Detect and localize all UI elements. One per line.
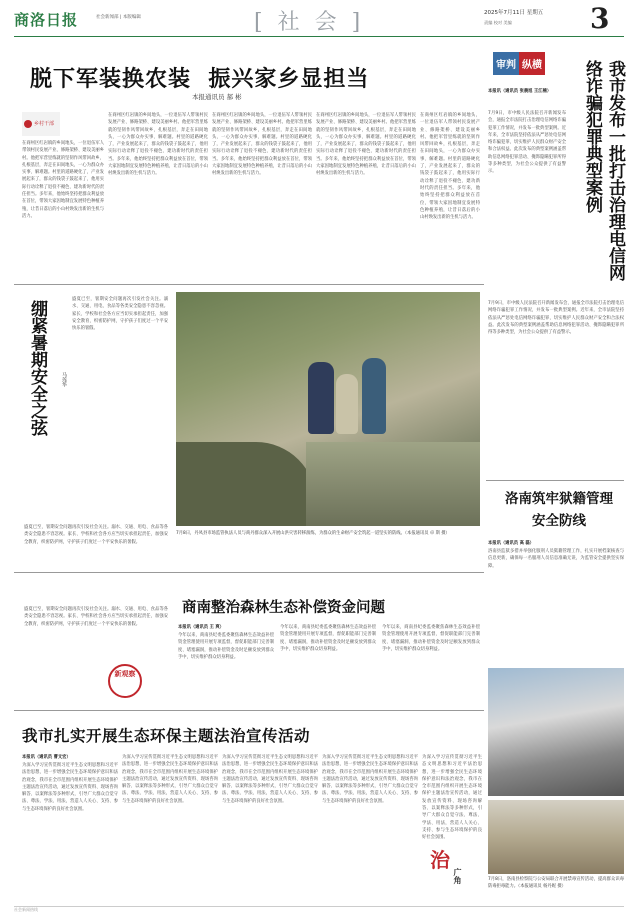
commentary-body-col-2: 盛夏已至，暑期安全问题再次引发社会关注。溺水、交通、用电、食品等各类安全隐患不容忽视。家长、学校和社会各方应当切实承担起责任，加强安全教育，织密防护网，守护孩子们度过一个平安快乐的暑假。 bbox=[24, 525, 168, 545]
section-name: [ 社 会 ] bbox=[254, 10, 365, 35]
photo-caption bbox=[176, 530, 480, 568]
lead-body-col-1: 在商州区红岩镇的乡间地头，一位退伍军人带领村民发展产业、修路架桥、建设美丽乡村。他把军营里练就的坚韧作风带回故乡，扎根基层，奔走在田间地头，一心为群众办实事、解难题。村里的道路硬化了，产业发展起来了，群众的钱袋子鼓起来了，他用实际行动诠释了退役不褪色、建功新时代的责任担当。多年来，他始终坚持把群众利益放在首位，带领大家因地制宜发展特色种植养殖，让昔日落后的小山村焕发出新的生机与活力。 bbox=[22, 141, 104, 219]
prison-photo bbox=[488, 668, 624, 796]
lead-body-col-4: 在商州区红岩镇的乡间地头，一位退伍军人带领村民发展产业、修路架桥、建设美丽乡村。他把军营里练就的坚韧作风带回故乡，扎根基层，奔走在田间地头，一心为群众办实事、解难题。村里的道路硬化了，产业发展起来了，群众的钱袋子鼓起来了，他用实际行动诠释了退役不褪色、建功新时代的责任担当。多年来，他始终坚持把群众利益放在首位，带领大家因地制宜发展特色种植养殖，让昔日落后的小山村焕发出新的生机与活力。 bbox=[316, 113, 416, 177]
law-badge bbox=[422, 840, 482, 900]
lead-body-col-5: 在商州区红岩镇的乡间地头，一位退伍军人带领村民发展产业、修路架桥、建设美丽乡村。他把军营里练就的坚韧作风带回故乡，扎根基层，奔走在田间地头，一心为群众办实事、解难题。村里的道路硬化了，产业发展起来了，群众的钱袋子鼓起来了，他用实际行动诠释了退役不褪色、建功新时代的责任担当。多年来，他始终坚持把群众利益放在首位，带领大家因地制宜发展特色种植养殖，让昔日落后的小山村焕发出新的生机与活力。 bbox=[420, 113, 480, 221]
campaign-body-col-2: 为深入学习宣传贯彻习近平生态文明思想和习近平法治思想，进一步增强全民生态环境保护意识和法治观念，我市在全市范围内组织开展生态环境保护主题法治宣传活动，通过发放宣传资料、现场咨询解答、以案释法等多种形式，引导广大群众自觉守法、尊法、学法、用法，营造人人关心、支持、参与生态环境保护的良好社会氛围。 bbox=[122, 755, 218, 804]
campaign-byline: 本报讯（通讯员 曹文宏） bbox=[22, 755, 71, 760]
prison-title: 洛南筑牢狱籍管理安全防线 bbox=[505, 491, 613, 529]
footer-rule bbox=[14, 906, 624, 907]
footer-text: 社会新闻热线 bbox=[14, 907, 38, 912]
photo-caption-text: 7月8日，丹凤县市场监管执法人员与商丹群众深入开展山洪灾害转移演练，为群众的生命财产安全筑起一道坚实的防线。 bbox=[176, 531, 405, 536]
photo-water bbox=[306, 442, 480, 526]
judgment-badge-left: 审判 bbox=[493, 52, 519, 75]
law-badge-corner: 广角 bbox=[453, 868, 462, 884]
photo-rock bbox=[176, 442, 316, 526]
divider-right bbox=[486, 480, 624, 481]
forest-title: 商南整治森林生态补偿资金问题 bbox=[182, 599, 385, 616]
judgment-title: 我市发布一批打击治理电信网络诈骗犯罪典型案例 bbox=[582, 60, 625, 281]
newspaper-logo: 商洛日报 bbox=[14, 11, 79, 29]
campaign-body-col-4: 为深入学习宣传贯彻习近平生态文明思想和习近平法治思想，进一步增强全民生态环境保护意识和法治观念，我市在全市范围内组织开展生态环境保护主题法治宣传活动，通过发放宣传资料、现场咨询解答、以案释法等多种形式，引导广大群众自觉守法、尊法、学法、用法，营造人人关心、支持、参与生态环境保护的良好社会氛围。 bbox=[322, 755, 418, 804]
forest-body-col-2: 今年以来，商南县纪委监委聚焦森林生态效益补偿资金管理使用开展专项监督，督促职能部门完善制度、堵塞漏洞，推动补偿资金及时足额发放到群众手中，切实维护群众切身利益。 bbox=[280, 625, 376, 652]
divider-lead bbox=[14, 284, 484, 285]
judgment-byline: 本报讯（通讯员 张晨旭 王江楠） bbox=[488, 89, 552, 94]
campaign-body-col-3: 为深入学习宣传贯彻习近平生态文明思想和习近平法治思想，进一步增强全民生态环境保护意识和法治观念，我市在全市范围内组织开展生态环境保护主题法治宣传活动，通过发放宣传资料、现场咨询解答、以案释法等多种形式，引导广大群众自觉守法、尊法、学法、用法，营造人人关心、支持、参与生态环境保护的良好社会氛围。 bbox=[222, 755, 318, 804]
rescue-photo bbox=[176, 292, 480, 526]
forest-badge-label: 新观察 bbox=[114, 670, 136, 678]
campaign-body-col-1: 为深入学习宣传贯彻习近平生态文明思想和习近平法治思想，进一步增强全民生态环境保护意识和法治观念，我市在全市范围内组织开展生态环境保护主题法治宣传活动，通过发放宣传资料、现场咨询解答、以案释法等多种形式，引导广大群众自觉守法、尊法、学法、用法，营造人人关心、支持、参与生态环境保护的良好社会氛围。 bbox=[22, 763, 118, 812]
lead-body-col-3: 在商州区红岩镇的乡间地头，一位退伍军人带领村民发展产业、修路架桥、建设美丽乡村。他把军营里练就的坚韧作风带回故乡，扎根基层，奔走在田间地头，一心为群众办实事、解难题。村里的道路硬化了，产业发展起来了，群众的钱袋子鼓起来了，他用实际行动诠释了退役不褪色、建功新时代的责任担当。多年来，他始终坚持把群众利益放在首位，带领大家因地制宜发展特色种植养殖，让昔日落后的小山村焕发出新的生机与活力。 bbox=[212, 113, 312, 177]
contacts: 责编 校对 美编 bbox=[484, 20, 512, 25]
lead-body-col-2: 在商州区红岩镇的乡间地头，一位退伍军人带领村民发展产业、修路架桥、建设美丽乡村。他把军营里练就的坚韧作风带回故乡，扎根基层，奔走在田间地头，一心为群众办实事、解难题。村里的道路硬化了，产业发展起来了，群众的钱袋子鼓起来了，他用实际行动诠释了退役不褪色、建功新时代的责任担当。多年来，他始终坚持把群众利益放在首位，带领大家因地制宜发展特色种植养殖，让昔日落后的小山村焕发出新的生机与活力。 bbox=[108, 113, 208, 177]
commentary-title: 绷紧暑期安全之弦 bbox=[27, 300, 47, 436]
antidrug-caption bbox=[488, 876, 624, 906]
masthead-rule bbox=[14, 36, 624, 37]
commentary-body-col-1: 盛夏已至，暑期安全问题再次引发社会关注。溺水、交通、用电、食品等各类安全隐患不容忽视。家长、学校和社会各方应当切实承担起责任，加强安全教育，织密防护网，守护孩子们度过一个平安快乐的暑假。 bbox=[72, 297, 168, 332]
antidrug-caption-text: 7月8日，洛南县检察院与公安局联合开展禁毒宣传活动，提高群众识毒防毒拒毒能力。 bbox=[488, 877, 624, 890]
lead-headline: 脱下军装换农装 振兴家乡显担当 bbox=[30, 66, 370, 92]
page-number: 3 bbox=[590, 2, 610, 35]
divider-campaign bbox=[14, 710, 484, 711]
judgment-badge bbox=[493, 52, 563, 82]
law-badge-char: 治 bbox=[430, 848, 450, 872]
judgment-badge-right: 纵横 bbox=[519, 52, 545, 75]
judgment-body-col-2: 7月9日，市中级人民法院召开新闻发布会，通报全市法院打击治理电信网络诈骗犯罪工作情况，并发布一批典型案例。近年来，全市法院坚持依法从严惩处电信网络诈骗犯罪，切实维护人民群众财产安全和合法权益。此次发布的典型案例涵盖帮助信息网络犯罪活动、掩饰隐瞒犯罪所得等多种类型，为社会公众提供了有益警示。 bbox=[488, 301, 624, 336]
column-icon bbox=[24, 120, 32, 128]
prison-body: 洛南县监狱多措并举强化服刑人员狱籍管理工作，扎实开展档案核查与信息更新，确保每一名服刑人员信息准确无误，为监管安全提供坚实保障。 bbox=[488, 549, 624, 569]
photo-person-1 bbox=[308, 362, 334, 434]
antidrug-photo bbox=[488, 800, 624, 874]
masthead bbox=[0, 0, 638, 38]
photo-credit: （本报通讯员 卓 斯 摄） bbox=[404, 531, 450, 536]
section-sub-info: 社会新闻部 | 本版编辑 bbox=[96, 15, 141, 20]
campaign-body-col-5: 为深入学习宣传贯彻习近平生态文明思想和习近平法治思想，进一步增强全民生态环境保护意识和法治观念，我市在全市范围内组织开展生态环境保护主题法治宣传活动，通过发放宣传资料、现场咨询解答、以案释法等多种形式，引导广大群众自觉守法、尊法、学法、用法，营造人人关心、支持、参与生态环境保护的良好社会氛围。 bbox=[422, 755, 482, 841]
photo-person-2 bbox=[336, 374, 358, 434]
lead-byline: 本报通讯员 郝 彬 bbox=[192, 93, 242, 101]
commentary-body-col-3: 盛夏已至，暑期安全问题再次引发社会关注。溺水、交通、用电、食品等各类安全隐患不容忽视。家长、学校和社会各方应当切实承担起责任，加强安全教育，织密防护网，守护孩子们度过一个平安快乐的暑假。 bbox=[24, 607, 168, 627]
judgment-body-col-1: 7月9日，市中级人民法院召开新闻发布会，通报全市法院打击治理电信网络诈骗犯罪工作情况，并发布一批典型案例。近年来，全市法院坚持依法从严惩处电信网络诈骗犯罪，切实维护人民群众财产安全和合法权益。此次发布的典型案例涵盖帮助信息网络犯罪活动、掩饰隐瞒犯罪所得等多种类型，为社会公众提供了有益警示。 bbox=[488, 111, 566, 175]
commentary-author: 马莲华 bbox=[61, 372, 67, 387]
forest-body-col-1: 今年以来，商南县纪委监委聚焦森林生态效益补偿资金管理使用开展专项监督，督促职能部门完善制度、堵塞漏洞，推动补偿资金及时足额发放到群众手中，切实维护群众切身利益。 bbox=[178, 633, 274, 660]
campaign-title: 我市扎实开展生态环保主题法治宣传活动 bbox=[22, 726, 311, 745]
antidrug-credit: （本报通讯员 杨丹妮 摄） bbox=[518, 884, 566, 890]
column-tag bbox=[22, 112, 60, 136]
forest-badge bbox=[108, 664, 142, 698]
forest-byline: 本报讯（通讯员 王 爽） bbox=[178, 625, 224, 630]
prison-byline: 本报讯（通讯员 高 磊） bbox=[488, 541, 534, 546]
issue-date: 2025年7月11日 星期五 bbox=[484, 10, 544, 16]
photo-person-3 bbox=[362, 358, 386, 434]
column-label: 乡村干部 bbox=[34, 121, 55, 127]
forest-body-col-3: 今年以来，商南县纪委监委聚焦森林生态效益补偿资金管理使用开展专项监督，督促职能部门完善制度、堵塞漏洞，推动补偿资金及时足额发放到群众手中，切实维护群众切身利益。 bbox=[382, 625, 480, 652]
divider-forest bbox=[14, 572, 484, 573]
